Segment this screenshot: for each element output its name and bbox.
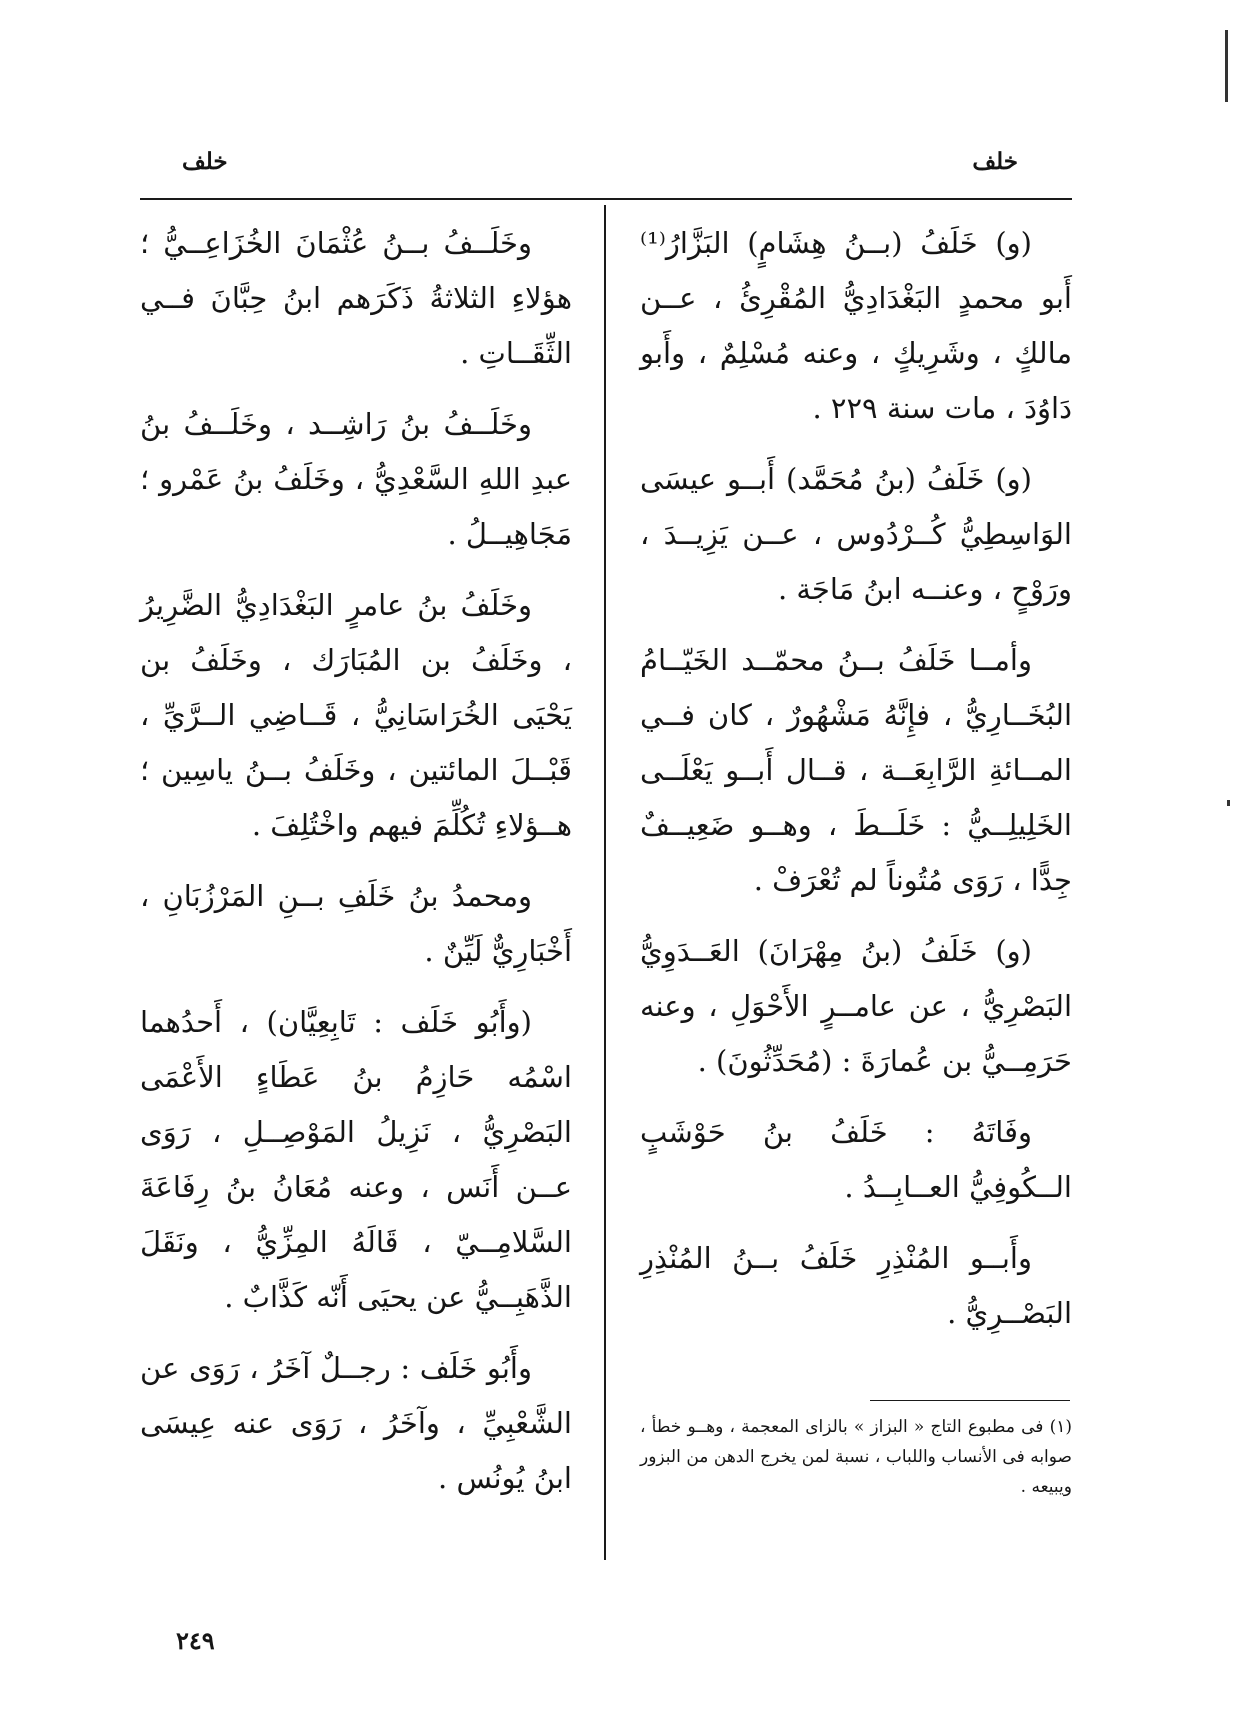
entry-khalaf-ibn-mihran: (و) خَلَفُ (بنُ مِهْرَانَ) العَــدَوِيُّ البَصْرِيُّ ، عن عامــرٍ الأَحْوَلِ ، وعنه حَرَمِــيُّ بن عُمارَةَ : (مُحَدِّثُونَ) . <box>640 934 1072 1078</box>
entry-khalaf-ibn-hisham: (و) خَلَفُ (بــنُ هِشَامٍ) البَزَّارُ⁽¹⁾ أَبو محمدٍ البَغْدَادِيُّ المُقْرِئُ ، عــن مالكٍ ، وشَرِيكٍ ، وعنه مُسْلِمٌ ، وأَبو دَاوُدَ ، مات سنة ٢٢٩ . <box>640 226 1072 425</box>
entry-khalaf-ibn-muhammad: (و) خَلَفُ (بنُ مُحَمَّد) أَبــو عيسَى الوَاسِطِيُّ كُــرْدُوس ، عــن يَزِيــدَ ، ورَوْحٍ ، وعنــه ابنُ مَاجَة . <box>640 462 1072 606</box>
entry-khalaf-ibn-rashid: وخَلَــفُ بنُ رَاشِــد ، وخَلَــفُ بنُ عبدِ اللهِ السَّعْدِيُّ ، وخَلَفُ بنُ عَمْرو ؛ مَجَاهِيــلُ . <box>140 407 572 551</box>
running-head-left: خلف <box>182 148 228 175</box>
entry-khalaf-ibn-hawshab: وفَاتَهُ : خَلَفُ بنُ حَوْشَبٍ الــكُوفِيُّ العــابِــدُ . <box>640 1115 1072 1204</box>
running-head-right: خلف <box>972 148 1018 175</box>
right-column <box>640 216 1072 1357</box>
entry-abu-khalaf-rajul: وأَبُو خَلَف : رجــلٌ آخَرُ ، رَوَى عن الشَّعْبِيِّ ، وآخَرُ ، رَوَى عنه عِيسَى ابنُ يُونُس . <box>140 1351 572 1495</box>
entry-abu-khalaf-tabiiyan: (وأَبُو خَلَف : تَابِعِيَّان) ، أَحدُهما اسْمُه حَازِمُ بنُ عَطَاءٍ الأَعْمَى البَصْرِيُّ ، نَزِيلُ المَوْصِــلِ ، رَوَى عــن أَنَس ، وعنه مُعَانُ بنُ رِفَاعَةَ السَّلامِــيّ ، قَالَهُ المِزِّيُّ ، ونَقَلَ الذَّهَبِــيُّ عن يحيَى أَنّه كَذَّابٌ . <box>140 1005 572 1314</box>
entry-muhammad-ibn-khalaf: ومحمدُ بنُ خَلَفِ بــنِ المَرْزُبَانِ ، أَخْبَارِيٌّ لَيِّنٌ . <box>140 879 572 968</box>
entry-abu-al-mundhir: وأَبــو المُنْذِرِ خَلَفُ بــنُ المُنْذِرِ البَصْــرِيُّ . <box>640 1241 1072 1330</box>
footnote: (١) فى مطبوع التاج « البزاز » بالزاى المعجمة ، وهــو خطأ ، صوابه فى الأنساب واللباب ، نسبة لمن يخرج الدهن من البزور ويبيعه . <box>640 1417 1072 1497</box>
margin-mark <box>1225 30 1228 102</box>
left-column <box>140 216 572 1522</box>
margin-mark <box>1227 800 1230 806</box>
column-divider <box>604 205 606 1560</box>
footnote-rule <box>870 1400 1070 1401</box>
header-rule <box>140 198 1072 200</box>
entry-khalaf-ibn-uthman: وخَلَــفُ بــنُ عُثْمَانَ الخُزَاعِــيُّ ؛ هؤلاءِ الثلاثةُ ذَكَرَهم ابنُ حِبَّانَ فــي الثِّقَــاتِ . <box>140 226 572 370</box>
page-number: ٢٤٩ <box>176 1626 215 1655</box>
entry-khalaf-al-khayyam: وأمــا خَلَفُ بــنُ محمّــد الخَيّــامُ البُخَــارِيُّ ، فإِنَّهُ مَشْهُورٌ ، كان فــي المــائةِ الرَّابِعَــة ، قــال أَبــو يَعْلَــى الخَلِيلِــيُّ : خَلَــطَ ، وهــو ضَعِيــفٌ جِدًّا ، رَوَى مُتُوناً لم تُعْرَفْ . <box>640 643 1072 897</box>
entry-khalaf-ibn-amir: وخَلَفُ بنُ عامرٍ البَغْدَادِيُّ الضَّرِيرُ ، وخَلَفُ بن المُبَارَك ، وخَلَفُ بن يَحْيَى الخُرَاسَانِيُّ ، قَــاضِي الــرَّيِّ ، قَبْــلَ المائتين ، وخَلَفُ بــنُ ياسِين ؛ هــؤلاءِ تُكُلِّمَ فيهم واخْتُلِفَ . <box>140 588 572 842</box>
